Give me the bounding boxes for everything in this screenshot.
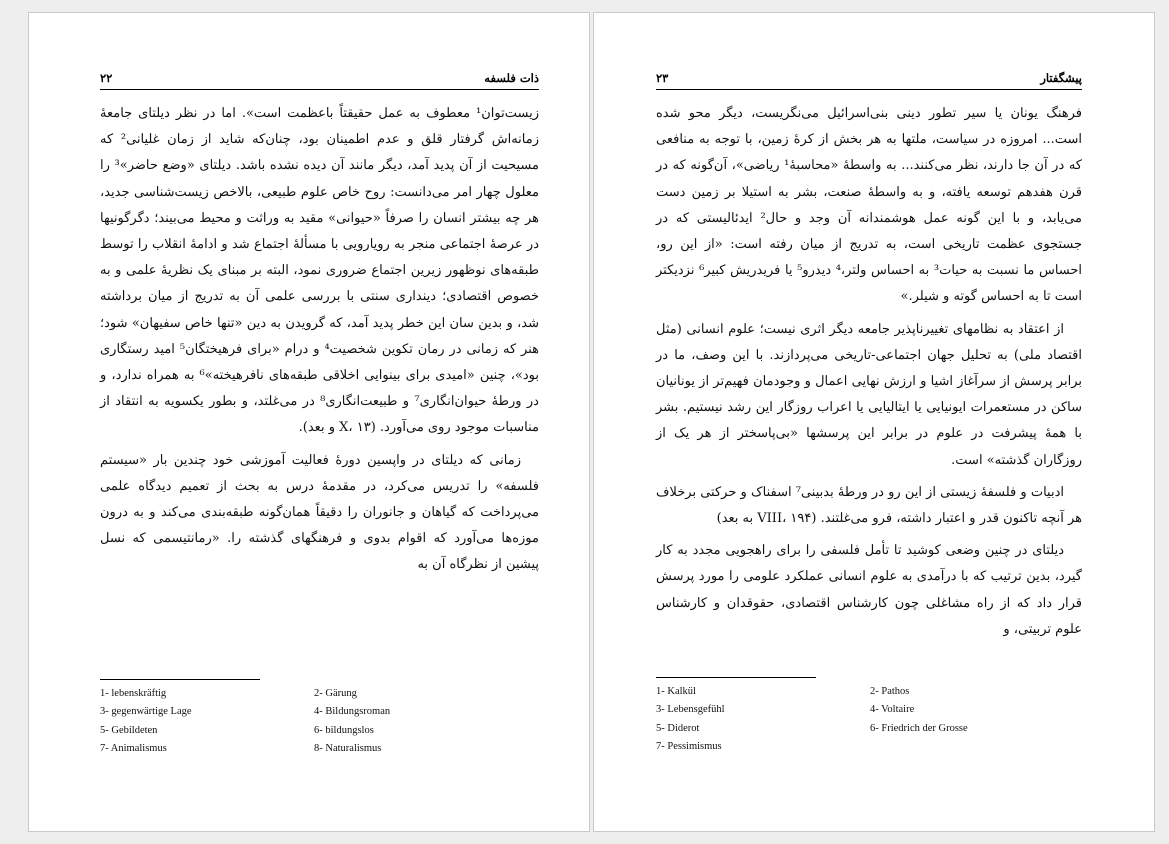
- footnote: 5- Diderot: [656, 722, 700, 734]
- footnote: 8- Naturalismus: [314, 743, 382, 755]
- paragraph: فرهنگ یونان یا سیر تطور دینی بنی‌اسرائیل می‌نگریست، دیگر محو شده است... امروزه در سیاست، ملتها به هر بخش از کرهٔ زمین، با توجه به منافعی که در آن جا دارند، نظر می‌کنند... به واسطهٔ «محاسبهٔ¹ ریاضی»، آن‌گونه که در قرن هفدهم توسعه یافته، و به واسطهٔ صنعت، بشر به استیلا بر زمین دست می‌یابد، و با این گونه عمل هوشمندانه آن وجد و حال² ایدئالیستی که در جستجوی عظمت تاریخی است، به تدریج از میان رفته است: «از این رو، احساس ما نسبت به حیات³ به احساس ولتر،⁴ دیدرو⁵ یا فریدریش کبیر⁶ نزدیکتر است تا به احساس گوته و شیلر.»: [656, 106, 1083, 305]
- footnote-separator: [100, 679, 260, 680]
- footnotes: [100, 685, 514, 759]
- page-header: [100, 71, 539, 90]
- paragraph: زیست‌توان¹ معطوف به عمل حقیقتاً باعظمت است». اما در نظر دیلتای جامعهٔ زمانه‌اش گرفتار قلق و عدم اطمینان بود، چنان‌که شاید از زمان غلیانی² که مسیحیت از آن پدید آمد، دیگر مانند آن دیده نشده باشد. دیلتای «وضع حاضر»³ را معلول چهار امر می‌دانست: روح خاص علوم طبیعی، بالاخص زیست‌شناسی جدید، هر چه بیشتر انسان را صرفاً «حیوانی» مقید به وراثت و محیط می‌بیند؛ دگرگونیها در عرصهٔ اجتماعی منجر به رویارویی با مسألهٔ اجتماع شد و ادامهٔ انقلاب را توسط طبقه‌های نوظهور زیرین اجتماع ضروری نمود، البته بر مبنای یک نظریهٔ علمی و به خصوص اقتصادی؛ دینداری سنتی با بررسی علمی آن به تدریج از میان برداشته شد، و بدین سان این خطر پدید آمد، که گرویدن به دین «تنها خاص سفیهان» شود؛ هنر که زمانی در رمان تکوین شخصیت⁴ و درام «برای فرهیختگان⁵ امید رستگاری بود»، چنین «امیدی برای بینوایی اخلاقی طبقه‌های نافرهیخته»⁶ به همراه ندارد، و در ورطهٔ حیوان‌انگاری⁷ و طبیعت‌انگاری⁸ در می‌غلتد، و بطور یکسویه به انتقاد از مناسبات موجود روی می‌آورد. (X، ۱۳ و بعد).: [100, 106, 539, 436]
- footnote: 2- Pathos: [870, 686, 910, 697]
- footnote: 7- Pessimismus: [656, 741, 722, 753]
- page-number: ۲۳: [656, 71, 669, 85]
- paragraph: ادبیات و فلسفهٔ زیستی از این رو در ورطهٔ بدبینی⁷ اسفناک و حرکتی برخلاف هر آنچه تاکنون قدر و اعتبار داشته، فرو می‌غلتند. (VIII، ۱۹۴ به بعد): [656, 484, 1082, 527]
- footnote: 5- Gebildeten: [100, 724, 158, 736]
- page-header: [656, 71, 1082, 90]
- paragraph: از اعتقاد به نظامهای تغییرناپذیر جامعه دیگر اثری نیست؛ علوم انسانی (مثل اقتصاد ملی) به تحلیل جهان اجتماعی-تاریخی می‌پردازند. با این وصف، ما در برابر پرسش از سرآغاز اشیا و ارزش نهایی اعمال و وجودمان فهیم‌تر از یونانیان ساکن در مستعمرات ایونیایی یا ایتالیایی یا اعراب روزگار این رشد نیستیم. بشر با همهٔ پیشرفت در علوم در برابر این پرسشها «بی‌پاسختر از هر یک از روزگاران گذشته» است.: [656, 321, 1082, 468]
- paragraph: زمانی که دیلتای در واپسین دورهٔ فعالیت آموزشی خود چندین بار «سیستم فلسفه» را تدریس می‌کرد، در مقدمهٔ درس به بحث از تعمیم دیدگاه علمی می‌پرداخت که گیاهان و جانوران را دقیقاً همان‌گونه طبقه‌بندی می‌کند و به درون موزه‌ها می‌آورد که اقوام بدوی و فرهنگهای گذشته را. «رمانتیسمی که نسل پیشین از نظرگاه آن به: [100, 452, 539, 573]
- footnote: 4- Voltaire: [870, 704, 915, 716]
- footnote: 1- lebenskräftig: [100, 688, 167, 699]
- footnote: 3- gegenwärtige Lage: [100, 706, 192, 718]
- footnote: 7- Animalismus: [100, 743, 167, 755]
- footnote: 1- Kalkül: [656, 686, 696, 697]
- footnote-separator: [656, 677, 816, 678]
- left-page: [28, 12, 590, 832]
- page-number: ۲۲: [100, 71, 113, 85]
- footnote: 6- Friedrich der Grosse: [870, 722, 968, 734]
- paragraph: دیلتای در چنین وضعی کوشید تا تأمل فلسفی را برای راهجویی مجدد به کار گیرد، بدین ترتیب که با درآمدی به علوم انسانی عملکرد علومی را مورد پرسش قرار داد که از راه مشاغلی چون کارشناس اقتصادی، حقوقدان و کارشناس علوم تربیتی، و: [656, 543, 1082, 637]
- footnote: 3- Lebensgefühl: [656, 704, 725, 716]
- footnote: 2- Gärung: [314, 688, 357, 699]
- body-text: [656, 101, 1082, 649]
- body-text: [100, 101, 539, 585]
- footnote: 6- bildungslos: [314, 724, 374, 736]
- running-title: ذات فلسفه: [484, 71, 539, 85]
- footnote: 4- Bildungsroman: [314, 706, 391, 718]
- right-page: [593, 12, 1155, 832]
- footnotes: [656, 683, 1070, 757]
- running-title: پیشگفتار: [1040, 71, 1082, 85]
